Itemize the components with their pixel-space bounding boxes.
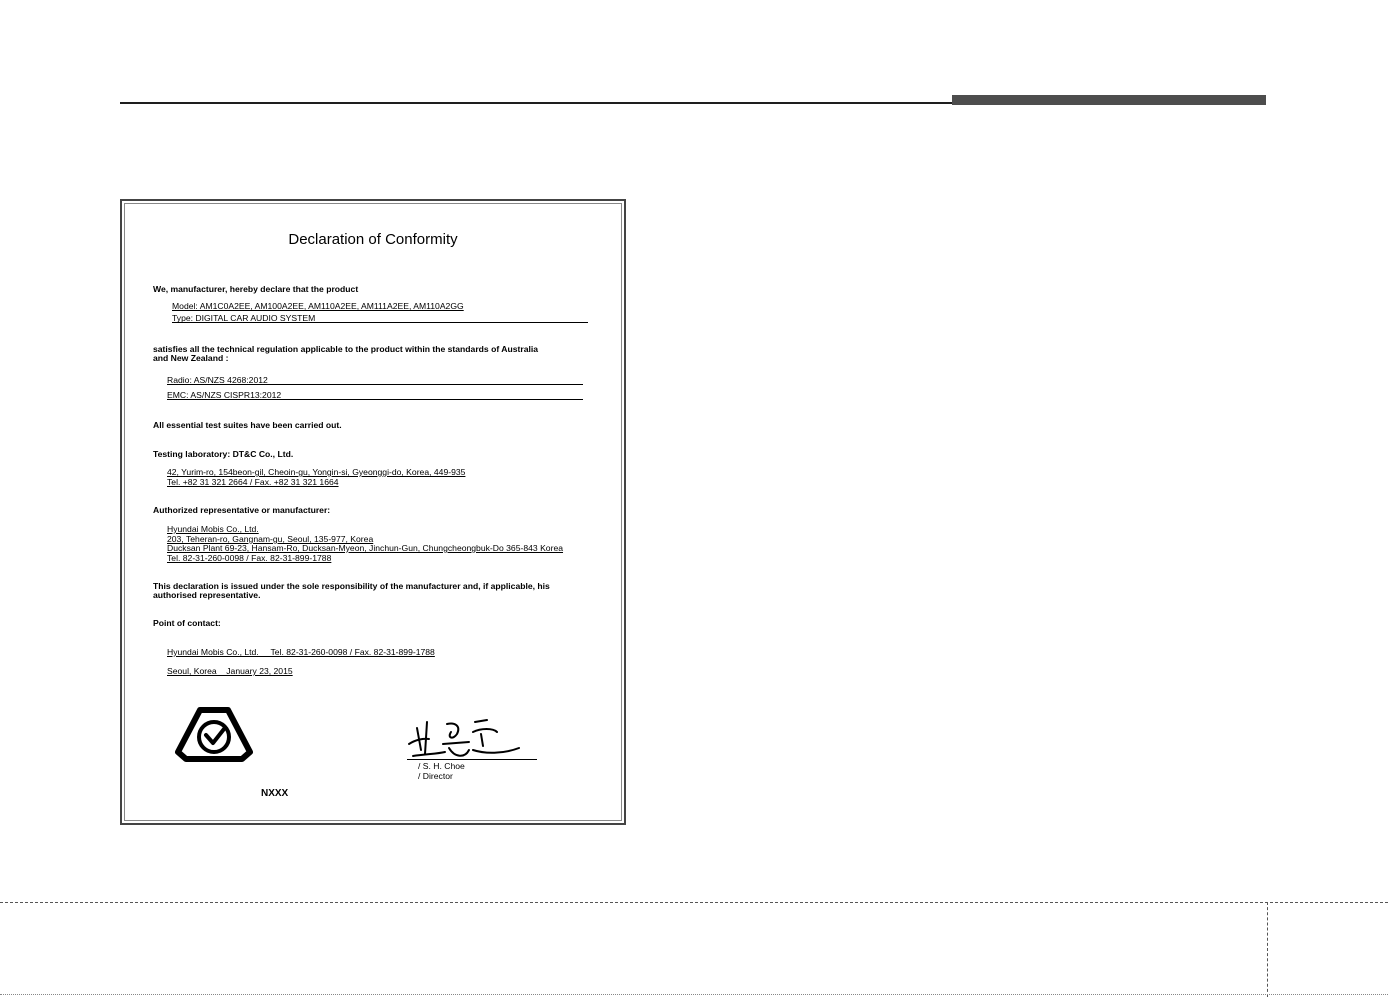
signer-name: / S. H. Choe <box>418 761 465 771</box>
contact-line: Hyundai Mobis Co., Ltd. Tel. 82-31-260-0098 / Fax. 82-31-899-1788 <box>167 647 435 657</box>
rep-heading: Authorized representative or manufacturer: <box>153 505 331 515</box>
logo-code: NXXX <box>261 788 289 799</box>
lab-heading: Testing laboratory: DT&C Co., Ltd. <box>153 449 294 459</box>
model-line: Model: AM1C0A2EE, AM100A2EE, AM110A2EE, AM111A2EE, AM110A2GG <box>172 301 464 311</box>
type-underline <box>172 322 588 323</box>
signature-line <box>407 759 537 760</box>
satisfies-line-1: satisfies all the technical regulation applicable to the product within the standards of Australia <box>153 344 539 354</box>
rep-line-2: 203, Teheran-ro, Gangnam-gu, Seoul, 135-977, Korea <box>167 534 374 544</box>
footer-page-divider <box>1267 902 1268 997</box>
place-date: Seoul, Korea January 23, 2015 <box>167 666 293 676</box>
certificate-title: Declaration of Conformity <box>288 231 458 248</box>
emc-standard: EMC: AS/NZS CISPR13:2012 <box>167 390 282 400</box>
satisfies-line-2: and New Zealand : <box>153 353 229 363</box>
contact-heading: Point of contact: <box>153 618 221 628</box>
footer-dashed-rule <box>0 902 1388 903</box>
responsibility-line-1: This declaration is issued under the sole responsibility of the manufacturer and, if applicable, his <box>153 581 550 591</box>
declaration-certificate <box>120 199 626 825</box>
tests-statement: All essential test suites have been carried out. <box>153 420 342 430</box>
lab-address: 42, Yurim-ro, 154beon-gil, Cheoin-gu, Yongin-si, Gyeonggi-do, Korea, 449-935 <box>167 467 466 477</box>
type-line: Type: DIGITAL CAR AUDIO SYSTEM <box>172 313 316 323</box>
lab-tel: Tel. +82 31 321 2664 / Fax. +82 31 321 1664 <box>167 477 339 487</box>
signer-title: / Director <box>418 771 453 781</box>
certificate-inner-frame <box>124 203 622 821</box>
radio-underline <box>167 384 583 385</box>
rep-line-4: Tel. 82-31-260-0098 / Fax. 82-31-899-1788 <box>167 553 332 563</box>
handwritten-signature <box>403 714 523 762</box>
rep-line-3: Ducksan Plant 69-23, Hansam-Ro, Ducksan-Myeon, Jinchun-Gun, Chungcheongbuk-Do 365-843 Korea <box>167 543 564 553</box>
emc-underline <box>167 399 583 400</box>
header-tab-bar <box>952 95 1266 105</box>
intro-text: We, manufacturer, hereby declare that the product <box>153 284 359 294</box>
footer-bottom-rule <box>0 994 1388 995</box>
rcm-triangle-check-icon <box>174 706 254 762</box>
rep-line-1: Hyundai Mobis Co., Ltd. <box>167 524 259 534</box>
radio-standard: Radio: AS/NZS 4268:2012 <box>167 375 268 385</box>
responsibility-line-2: authorised representative. <box>153 590 261 600</box>
